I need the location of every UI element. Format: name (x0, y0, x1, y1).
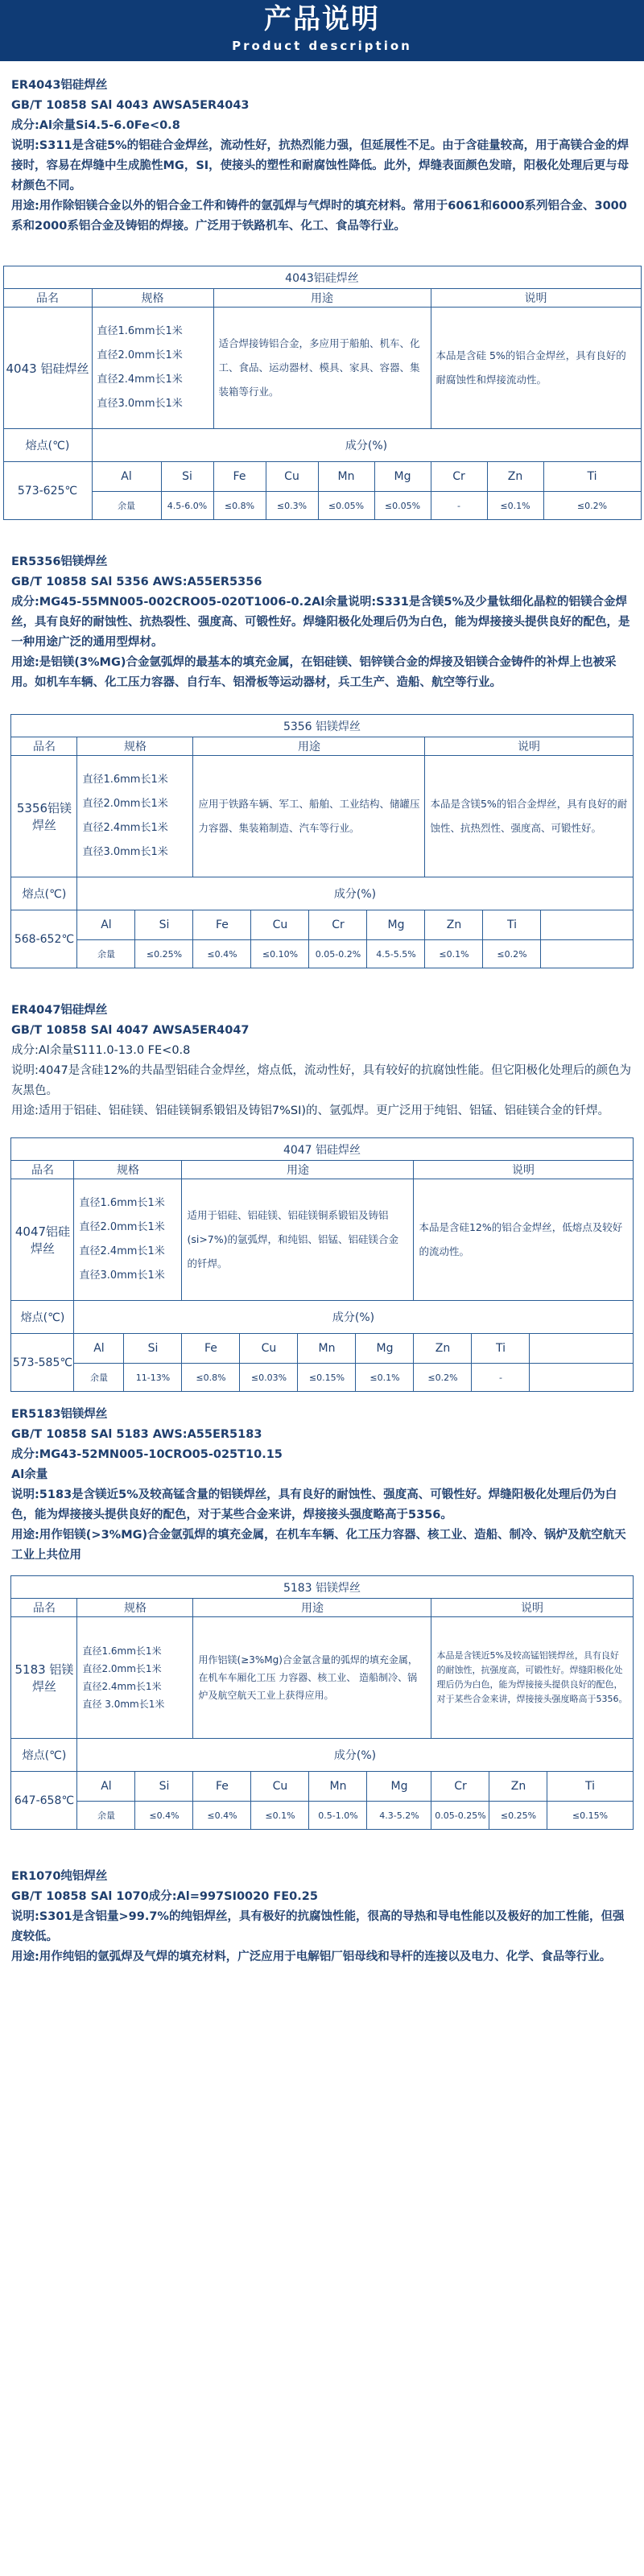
product-standard: GB/T 10858 SAl 5183 AWS:A55ER5183 (11, 1428, 262, 1441)
product-usage: 用途:用作铝镁(>3%MG)合金氩弧焊的填充金属，在机车车辆、化工压力容器、核工业、造船、制冷、锅炉及航空航天工业上共位用 (11, 1529, 626, 1562)
product-name: 4047铝硅焊丝 (11, 1179, 74, 1301)
spec-list (92, 308, 213, 429)
element-label: Zn (425, 910, 483, 940)
spec-item: 直径3.0mm长1米 (82, 846, 168, 858)
element-value: 余量 (77, 1802, 135, 1830)
col-comp: 成分(%) (92, 429, 641, 462)
element-label: Cu (251, 910, 309, 940)
element-label: Si (135, 1772, 193, 1802)
element-label: Si (124, 1334, 182, 1364)
col-use: 用途 (182, 1161, 414, 1179)
empty-cell (530, 1334, 633, 1364)
col-name: 品名 (11, 1161, 74, 1179)
spec-item: 直径2.4mm长1米 (97, 374, 183, 386)
element-label: Ti (483, 910, 541, 940)
product-description: 说明:S311是含硅5%的铝硅合金焊丝，流动性好，抗热烈能力强，但延展性不足。由于含硅量较高，用于高镁合金的焊接时，容易在焊缝中生成脆性MG，SI，使接头的塑性和耐腐蚀性降低。此外，焊缝表面颜色发暗，阳极化处理后更与母材颜色不同。 (11, 139, 630, 192)
desc-text: 本品是含硅12%的铝合金焊丝，低熔点及较好的流动性。 (414, 1179, 633, 1301)
spec-item: 直径2.0mm长1米 (82, 798, 168, 810)
element-value: ≤0.05% (374, 492, 431, 520)
spec-item: 直径3.0mm长1米 (79, 1269, 165, 1282)
product-name: 4043 铝硅焊丝 (3, 308, 92, 429)
product-description: 说明:S301是含铝量>99.7%的纯铝焊丝，具有极好的抗腐蚀性能，很高的导热和导电性能以及极好的加工性能，但强度较低。 (11, 1910, 625, 1943)
product-composition: 成分:MG45-55MN005-002CRO05-020T1006-0.2Al余量说明:S331是含镁5%及少量钛细化晶粒的铝镁合金焊丝，具有良好的耐蚀性、抗热裂性、强度高、可锻性好。焊缝阳极化处理后仍为白色，能为焊接接头提供良好的配色，是一种用途广泛的通用型焊材。 (11, 596, 630, 649)
element-label: Ti (472, 1334, 530, 1364)
col-melt: 熔点(℃) (11, 1739, 77, 1772)
col-use: 用途 (193, 1599, 431, 1617)
element-label: Ti (543, 462, 641, 492)
spec-item: 直径2.0mm长1米 (79, 1221, 165, 1233)
element-label: Fe (193, 1772, 251, 1802)
spec-item: 直径1.6mm长1米 (82, 774, 168, 786)
table-title: 4043铝硅焊丝 (3, 266, 641, 289)
element-value: ≤0.1% (251, 1802, 309, 1830)
col-use: 用途 (193, 737, 425, 756)
spec-item: 直径1.6mm长1米 (82, 1645, 162, 1657)
element-label: Cr (431, 462, 487, 492)
col-name: 品名 (11, 737, 77, 756)
product-description: 说明:5183是含镁近5%及较高锰含量的铝镁焊丝，具有良好的耐蚀性、强度高、可锻性好。焊缝阳极化处理后仍为白色，能为焊接接头提供良好的配色，对于某些合金来讲，焊接接头强度略高于5356。 (11, 1488, 617, 1521)
element-label: Fe (193, 910, 251, 940)
section-er4043 (0, 76, 644, 237)
product-standard: GB/T 10858 SAl 1070成分:Al=997SI0020 FE0.25 (11, 1890, 318, 1903)
spec-table-5183 (10, 1575, 633, 1830)
element-label: Mg (356, 1334, 414, 1364)
product-heading: ER1070纯铝焊丝 (11, 1870, 108, 1883)
header-banner (0, 0, 644, 61)
element-value: ≤0.3% (266, 492, 318, 520)
element-label: Cr (309, 910, 367, 940)
spec-item: 直径2.4mm长1米 (82, 822, 168, 834)
product-heading: ER4047铝硅焊丝 (11, 1004, 108, 1017)
element-label: Mn (309, 1772, 367, 1802)
spec-list (77, 1617, 193, 1739)
product-composition: 成分:MG43-52MN005-10CRO05-025T10.15 (11, 1448, 283, 1461)
product-heading: ER5183铝镁焊丝 (11, 1408, 108, 1421)
page-subtitle: Product description (232, 39, 412, 53)
element-value: ≤0.4% (193, 940, 251, 968)
col-desc: 说明 (431, 1599, 633, 1617)
spec-item: 直径1.6mm长1米 (79, 1197, 165, 1209)
col-desc: 说明 (431, 289, 641, 308)
product-composition-extra: Al余量 (11, 1468, 48, 1481)
col-desc: 说明 (425, 737, 633, 756)
col-spec: 规格 (74, 1161, 182, 1179)
product-standard: GB/T 10858 SAl 4047 AWSA5ER4047 (11, 1024, 250, 1037)
spec-item: 直径2.0mm长1米 (97, 349, 183, 361)
spec-table-4043 (3, 266, 642, 520)
element-value: - (472, 1364, 530, 1392)
melt-range: 573-585℃ (11, 1334, 74, 1392)
element-value: 11-13% (124, 1364, 182, 1392)
element-value: ≤0.2% (483, 940, 541, 968)
element-label: Cu (251, 1772, 309, 1802)
spec-list (74, 1179, 182, 1301)
element-label: Fe (213, 462, 266, 492)
empty-cell (541, 940, 633, 968)
col-use: 用途 (213, 289, 431, 308)
element-label: Fe (182, 1334, 240, 1364)
page-title: 产品说明 (264, 3, 380, 35)
section-er5183 (0, 1405, 644, 1566)
element-value: ≤0.15% (298, 1364, 356, 1392)
product-composition: 成分:Al余量Si4.5-6.0Fe<0.8 (11, 119, 180, 132)
col-desc: 说明 (414, 1161, 633, 1179)
element-value: ≤0.4% (135, 1802, 193, 1830)
spec-item: 直径2.4mm长1米 (79, 1245, 165, 1257)
element-value: ≤0.2% (414, 1364, 472, 1392)
melt-range: 647-658℃ (11, 1772, 77, 1830)
element-label: Zn (489, 1772, 547, 1802)
spec-item: 直径1.6mm长1米 (97, 325, 183, 337)
element-value: ≤0.4% (193, 1802, 251, 1830)
product-standard: GB/T 10858 SAl 4043 AWSA5ER4043 (11, 99, 250, 112)
col-melt: 熔点(℃) (11, 1301, 74, 1334)
table-title: 5356 铝镁焊丝 (11, 715, 633, 737)
product-heading: ER4043铝硅焊丝 (11, 79, 108, 92)
col-comp: 成分(%) (77, 877, 633, 910)
element-value: 0.5-1.0% (309, 1802, 367, 1830)
element-value: 4.5-6.0% (161, 492, 213, 520)
table-title: 4047 铝硅焊丝 (11, 1138, 633, 1161)
melt-range: 573-625℃ (3, 462, 92, 520)
element-value: ≤0.05% (318, 492, 374, 520)
section-er5356 (0, 552, 644, 693)
product-usage: 用途:适用于铝硅、铝硅镁、铝硅镁铜系锻铝及铸铝7%SI)的、氩弧焊。更广泛用于纯铝、铝锰、铝硅镁合金的钎焊。 (11, 1104, 610, 1117)
element-label: Cu (266, 462, 318, 492)
spec-item: 直径 3.0mm长1米 (82, 1699, 165, 1710)
col-spec: 规格 (92, 289, 213, 308)
product-heading: ER5356铝镁焊丝 (11, 555, 108, 568)
section-er1070 (0, 1867, 644, 1967)
element-label: Al (74, 1334, 124, 1364)
element-value: ≤0.15% (547, 1802, 633, 1830)
col-name: 品名 (3, 289, 92, 308)
use-text: 适合焊接铸铝合金，多应用于船舶、机车、化工、食品、运动器材、模具、家具、容器、集装箱等行业。 (213, 308, 431, 429)
empty-cell (541, 910, 633, 940)
element-label: Mn (298, 1334, 356, 1364)
element-label: Si (161, 462, 213, 492)
element-value: - (431, 492, 487, 520)
spec-item: 直径2.4mm长1米 (82, 1681, 162, 1692)
element-value: ≤0.10% (251, 940, 309, 968)
element-value: 余量 (92, 492, 161, 520)
element-value: ≤0.1% (356, 1364, 414, 1392)
element-value: 0.05-0.25% (431, 1802, 489, 1830)
element-label: Mn (318, 462, 374, 492)
element-label: Zn (414, 1334, 472, 1364)
product-standard: GB/T 10858 SAl 5356 AWS:A55ER5356 (11, 576, 262, 588)
element-label: Ti (547, 1772, 633, 1802)
spec-item: 直径3.0mm长1米 (97, 398, 183, 410)
spec-table-5356 (10, 714, 633, 968)
col-spec: 规格 (77, 1599, 193, 1617)
col-comp: 成分(%) (74, 1301, 633, 1334)
element-value: ≤0.1% (487, 492, 543, 520)
product-usage: 用途:用作纯铝的氩弧焊及气焊的填充材料，广泛应用于电解铝厂铝母线和导杆的连接以及电力、化学、食品等行业。 (11, 1951, 612, 1963)
empty-cell (530, 1364, 633, 1392)
col-melt: 熔点(℃) (3, 429, 92, 462)
element-value: ≤0.8% (213, 492, 266, 520)
melt-range: 568-652℃ (11, 910, 77, 968)
element-value: ≤0.8% (182, 1364, 240, 1392)
spec-table-4047 (10, 1137, 633, 1392)
element-label: Cu (240, 1334, 298, 1364)
section-er4047 (0, 1001, 644, 1121)
use-text: 应用于铁路车辆、军工、船舶、工业结构、储罐压力容器、集装箱制造、汽车等行业。 (193, 756, 425, 877)
element-label: Si (135, 910, 193, 940)
element-value: ≤0.03% (240, 1364, 298, 1392)
element-value: 余量 (77, 940, 135, 968)
element-label: Mg (367, 1772, 431, 1802)
spec-item: 直径2.0mm长1米 (82, 1663, 162, 1674)
col-melt: 熔点(℃) (11, 877, 77, 910)
desc-text: 本品是含镁5%的铝合金焊丝，具有良好的耐蚀性、抗热烈性、强度高、可锻性好。 (425, 756, 633, 877)
element-label: Al (77, 1772, 135, 1802)
element-value: 余量 (74, 1364, 124, 1392)
desc-text: 本品是含硅 5%的铝合金焊丝，具有良好的耐腐蚀性和焊接流动性。 (431, 308, 641, 429)
use-text: 适用于铝硅、铝硅镁、铝硅镁铜系锻铝及铸铝(si>7%)的氩弧焊，和纯铝、铝锰、铝硅镁合金的钎焊。 (182, 1179, 414, 1301)
product-usage: 用途:是铝镁(3%MG)合金氩弧焊的最基本的填充金属，在铝硅镁、铝锌镁合金的焊接及铝镁合金铸件的补焊上也被采用。如机车车辆、化工压力容器、自行车、铝滑板等运动器材，兵工生产、造船、航空等行业。 (11, 656, 617, 689)
element-value: 4.3-5.2% (367, 1802, 431, 1830)
product-usage: 用途:用作除铝镁合金以外的铝合金工件和铸件的氩弧焊与气焊时的填充材料。常用于6061和6000系列铝合金、3000系和2000系铝合金及铸铝的焊接。广泛用于铁路机车、化工、食品等行业。 (11, 200, 627, 233)
element-label: Al (92, 462, 161, 492)
element-label: Al (77, 910, 135, 940)
col-comp: 成分(%) (77, 1739, 633, 1772)
element-label: Zn (487, 462, 543, 492)
desc-text: 本品是含镁近5%及较高锰铝镁焊丝，具有良好的耐蚀性，抗强度高，可锻性好。焊缝阳极化处理后仍为白色，能为焊接接头提供良好的配色，对于某些合金来讲，焊接接头强度略高于5356。 (431, 1617, 633, 1739)
col-name: 品名 (11, 1599, 77, 1617)
element-label: Mg (367, 910, 425, 940)
product-description: 说明:4047是含硅12%的共晶型铝硅合金焊丝，熔点低，流动性好，具有较好的抗腐蚀性能。但它阳极化处理后的颜色为灰黑色。 (11, 1064, 632, 1097)
product-composition: 成分:Al余量S111.0-13.0 FE<0.8 (11, 1044, 191, 1057)
element-value: 0.05-0.2% (309, 940, 367, 968)
element-value: ≤0.1% (425, 940, 483, 968)
product-name: 5356铝镁焊丝 (11, 756, 77, 877)
element-label: Mg (374, 462, 431, 492)
spec-list (77, 756, 193, 877)
element-value: 4.5-5.5% (367, 940, 425, 968)
element-value: ≤0.25% (489, 1802, 547, 1830)
element-value: ≤0.25% (135, 940, 193, 968)
element-value: ≤0.2% (543, 492, 641, 520)
element-label: Cr (431, 1772, 489, 1802)
col-spec: 规格 (77, 737, 193, 756)
table-title: 5183 铝镁焊丝 (11, 1576, 633, 1599)
product-name: 5183 铝镁焊丝 (11, 1617, 77, 1739)
use-text: 用作铝镁(≥3%Mg)合金氩含量的弧焊的填充金属，在机车车厢化工压 力容器、核工业、 造船制冷、锅炉及航空航天工业上获得应用。 (193, 1617, 431, 1739)
